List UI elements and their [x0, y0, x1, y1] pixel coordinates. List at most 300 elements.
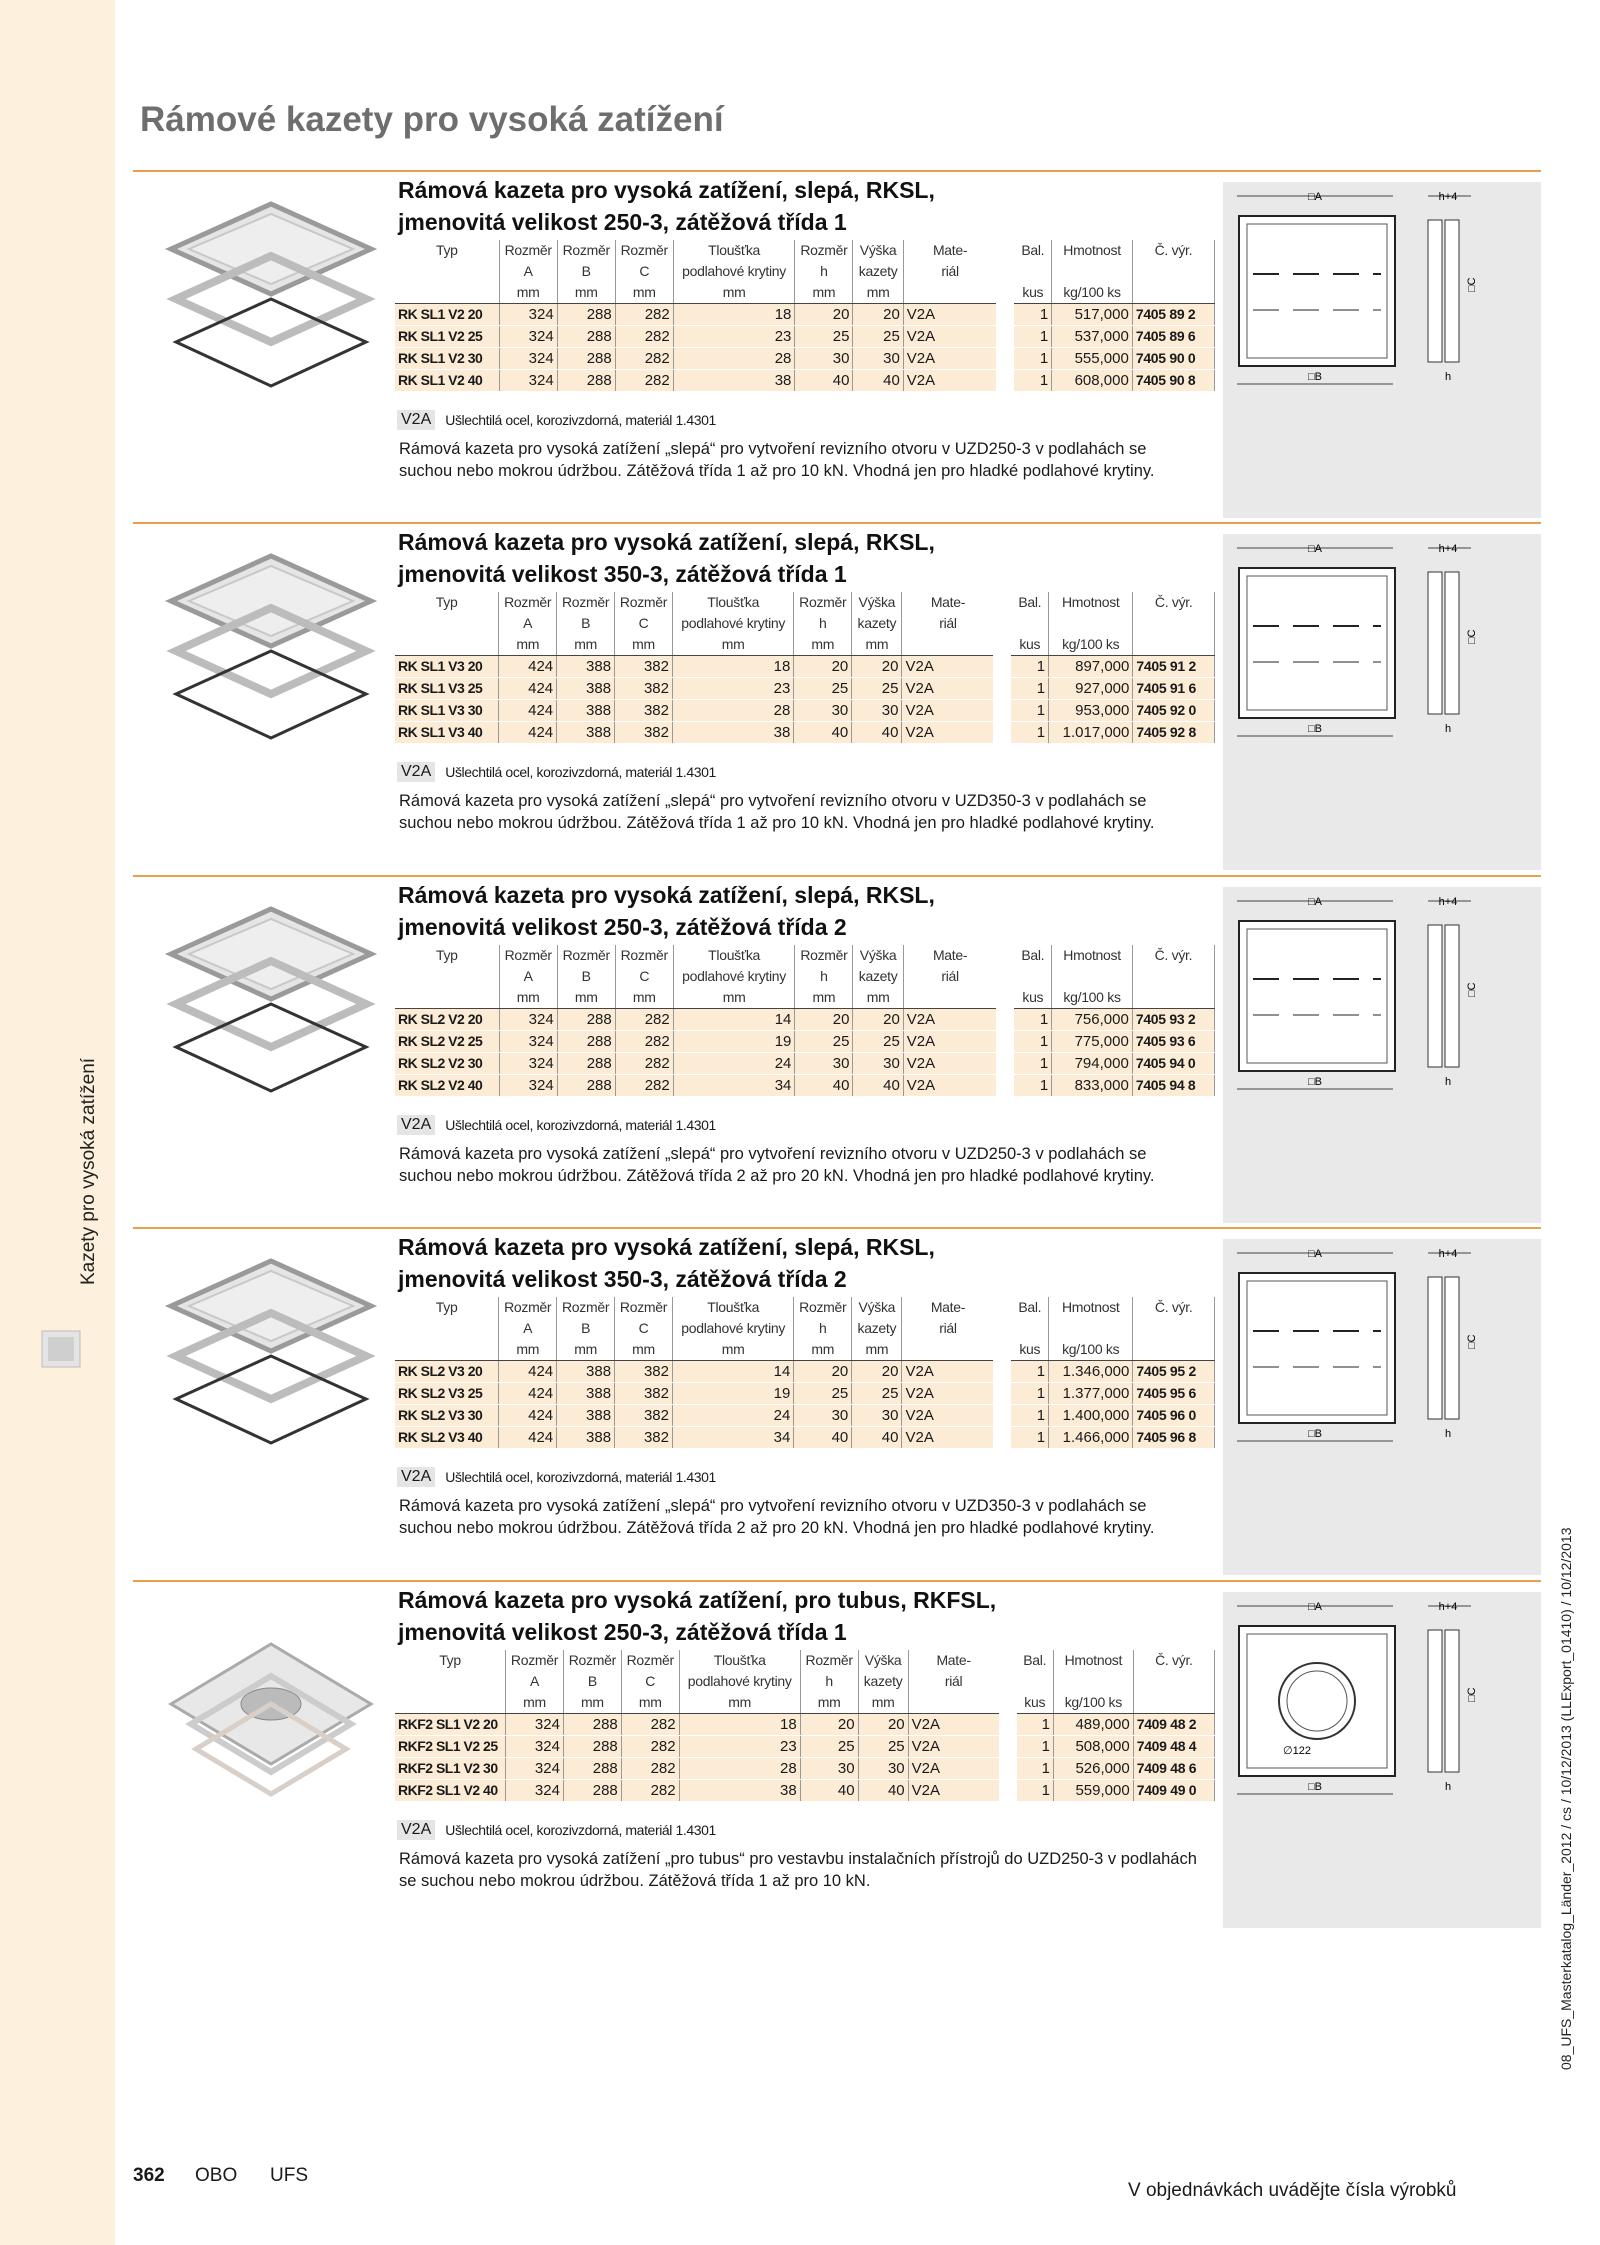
header-cell: mm — [557, 634, 615, 656]
table-cell: V2A — [908, 1736, 1007, 1758]
table-cell: 424 — [499, 1405, 557, 1427]
header-cell: Tloušťka — [679, 1650, 800, 1671]
header-cell — [395, 1318, 499, 1339]
material-line — [397, 762, 1215, 782]
header-cell: mm — [794, 1339, 852, 1361]
header-cell — [903, 987, 1005, 1009]
header-cell: riál — [903, 966, 1005, 987]
table-cell: 324 — [499, 1075, 557, 1097]
table-row — [395, 678, 1215, 700]
header-cell: Rozměr — [794, 592, 852, 613]
table-cell: 40 — [852, 1427, 902, 1449]
header-cell: podlahové krytiny — [673, 261, 795, 282]
header-cell — [1133, 1671, 1214, 1692]
table-cell: 34 — [673, 1075, 795, 1097]
table-cell: 25 — [794, 678, 852, 700]
table-cell: V2A — [903, 1009, 1005, 1031]
product-photo — [151, 1604, 391, 1814]
table-cell: RK SL2 V2 30 — [395, 1053, 499, 1075]
product-photo — [151, 194, 391, 404]
header-cell: Hmotnost — [1049, 592, 1133, 613]
header-cell: podlahové krytiny — [673, 613, 794, 634]
table-cell: 927,000 — [1049, 678, 1133, 700]
table-cell: 1 — [1008, 1780, 1054, 1802]
header-cell — [395, 261, 499, 282]
header-cell: Rozměr — [557, 592, 615, 613]
header-cell — [395, 1339, 499, 1361]
header-cell: Hmotnost — [1049, 1297, 1133, 1318]
table-cell: 23 — [673, 326, 795, 348]
header-cell: Bal. — [1005, 240, 1051, 261]
document-export-info: 08_UFS_Masterkatalog_Länder_2012 / cs / 10/12/2013 (LLExport_01410) / 10/12/2013 — [1558, 1527, 1574, 2070]
dimension-b-label: □B — [1308, 723, 1322, 735]
table-row — [395, 326, 1215, 348]
header-cell: kus — [1005, 282, 1051, 304]
table-cell: 288 — [557, 348, 615, 370]
table-cell: RK SL1 V2 30 — [395, 348, 499, 370]
dimension-b-label: □B — [1308, 1781, 1322, 1793]
header-cell — [1053, 1671, 1133, 1692]
table-row — [395, 304, 1215, 326]
table-cell: 424 — [499, 1427, 557, 1449]
header-cell: A — [506, 1671, 564, 1692]
table-cell: 1 — [1005, 326, 1051, 348]
table-cell: 282 — [615, 1053, 673, 1075]
table-cell: 24 — [673, 1405, 794, 1427]
section-content — [395, 879, 1215, 1187]
table-cell: 7409 48 2 — [1133, 1714, 1214, 1736]
table-cell: V2A — [902, 1383, 1003, 1405]
table-cell: V2A — [903, 348, 1005, 370]
header-cell — [1132, 282, 1214, 304]
section-subtitle: jmenovitá velikost 250-3, zátěžová třída 1 — [398, 209, 847, 235]
dimension-a-label: □A — [1308, 1248, 1322, 1260]
table-cell: RKF2 SL1 V2 30 — [395, 1758, 506, 1780]
table-cell: 1 — [1002, 656, 1048, 678]
header-cell: C — [615, 966, 673, 987]
header-cell — [1133, 613, 1215, 634]
section-content — [395, 526, 1215, 834]
table-header-row — [395, 240, 1215, 261]
table-cell: 7405 94 0 — [1132, 1053, 1214, 1075]
table-cell: RK SL1 V2 40 — [395, 370, 499, 392]
table-cell: 30 — [852, 700, 902, 722]
side-label: Kazety pro vysoká zatížení — [78, 1057, 99, 1285]
table-cell: 20 — [794, 1361, 852, 1383]
header-cell: Rozměr — [499, 1297, 557, 1318]
table-cell: V2A — [908, 1758, 1007, 1780]
header-cell: Rozměr — [795, 240, 853, 261]
table-cell: RKF2 SL1 V2 40 — [395, 1780, 506, 1802]
header-cell: kus — [1008, 1692, 1054, 1714]
table-cell: RK SL2 V2 40 — [395, 1075, 499, 1097]
technical-drawing — [1223, 1592, 1541, 1928]
header-cell: riál — [908, 1671, 1007, 1692]
table-cell: RK SL2 V3 25 — [395, 1383, 499, 1405]
dimension-h4-label: h+4 — [1438, 191, 1458, 203]
header-cell — [1133, 1692, 1214, 1714]
header-cell — [395, 987, 499, 1009]
header-cell: B — [557, 261, 615, 282]
table-cell: 555,000 — [1052, 348, 1133, 370]
header-cell: h — [795, 966, 853, 987]
table-cell: 288 — [557, 326, 615, 348]
product-photo — [151, 546, 391, 756]
table-cell: 1 — [1002, 700, 1048, 722]
table-cell: 20 — [858, 1714, 908, 1736]
table-cell: 608,000 — [1052, 370, 1133, 392]
header-cell: C — [615, 613, 673, 634]
product-section — [133, 522, 1541, 878]
section-content — [395, 1231, 1215, 1539]
header-cell: kazety — [858, 1671, 908, 1692]
header-cell — [1049, 613, 1133, 634]
header-cell: Rozměr — [499, 240, 557, 261]
table-cell: RKF2 SL1 V2 25 — [395, 1736, 506, 1758]
table-cell: 1 — [1002, 678, 1048, 700]
header-cell: Mate- — [908, 1650, 1007, 1671]
table-header-row — [395, 1339, 1215, 1361]
header-cell: mm — [673, 987, 795, 1009]
header-cell: Rozměr — [800, 1650, 858, 1671]
table-header-row — [395, 987, 1215, 1009]
table-cell: 282 — [615, 370, 673, 392]
dimension-b-label: □B — [1308, 1428, 1322, 1440]
table-row — [395, 1714, 1215, 1736]
header-cell: mm — [621, 1692, 679, 1714]
table-cell: 382 — [615, 1427, 673, 1449]
header-cell: Výška — [858, 1650, 908, 1671]
dimension-a-label: □A — [1308, 1601, 1322, 1613]
technical-drawing — [1223, 182, 1541, 518]
table-cell: 1 — [1008, 1714, 1054, 1736]
header-cell: Tloušťka — [673, 240, 795, 261]
table-cell: 282 — [615, 1075, 673, 1097]
header-cell: Rozměr — [615, 945, 673, 966]
dimension-h-label: h — [1445, 1076, 1452, 1088]
header-cell: Rozměr — [615, 240, 673, 261]
table-cell: 288 — [557, 1075, 615, 1097]
header-cell: B — [563, 1671, 621, 1692]
header-cell: mm — [852, 1339, 902, 1361]
header-cell — [1132, 966, 1214, 987]
section-title: Rámová kazeta pro vysoká zatížení, slepá, RKSL, — [398, 177, 935, 203]
spec-table — [395, 1297, 1215, 1449]
table-cell: 324 — [506, 1714, 564, 1736]
header-cell — [908, 1692, 1007, 1714]
dimension-c-label: □C — [1466, 277, 1478, 292]
table-cell: 20 — [795, 304, 853, 326]
table-cell: 288 — [557, 304, 615, 326]
header-cell: mm — [615, 634, 673, 656]
header-cell — [395, 966, 499, 987]
header-cell: riál — [902, 1318, 1003, 1339]
header-cell: mm — [852, 634, 902, 656]
table-cell: 1 — [1002, 1405, 1048, 1427]
table-cell: 324 — [506, 1780, 564, 1802]
table-cell: 30 — [858, 1758, 908, 1780]
table-row — [395, 370, 1215, 392]
header-cell: Tloušťka — [673, 592, 794, 613]
table-cell: 388 — [557, 1427, 615, 1449]
table-cell: 1 — [1002, 1361, 1048, 1383]
table-cell: 288 — [557, 370, 615, 392]
header-cell: C — [621, 1671, 679, 1692]
header-cell: mm — [506, 1692, 564, 1714]
header-cell: Rozměr — [563, 1650, 621, 1671]
section-title: Rámová kazeta pro vysoká zatížení, slepá, RKSL, — [398, 882, 935, 908]
table-cell: 526,000 — [1053, 1758, 1133, 1780]
table-cell: 40 — [795, 370, 853, 392]
header-cell — [1132, 261, 1214, 282]
table-cell: 7405 96 8 — [1133, 1427, 1215, 1449]
table-cell: 28 — [673, 348, 795, 370]
product-description: Rámová kazeta pro vysoká zatížení „slepá“ pro vytvoření revizního otvoru v UZD250-3 v podlahách se suchou nebo mokrou údržbou. Zátěžová třída 1 až pro 10 kN. Vhodná jen pro hladké podlahové krytiny. — [399, 440, 1155, 480]
header-cell: kg/100 ks — [1052, 282, 1133, 304]
table-cell: 1.017,000 — [1049, 722, 1133, 744]
table-cell: 282 — [615, 304, 673, 326]
table-cell: 1 — [1005, 1031, 1051, 1053]
material-description: Ušlechtilá ocel, korozivzdorná, materiál 1.4301 — [445, 412, 716, 428]
table-cell: 7405 92 0 — [1133, 700, 1215, 722]
table-cell: 288 — [557, 1031, 615, 1053]
table-cell: 24 — [673, 1053, 795, 1075]
header-cell: Typ — [395, 592, 499, 613]
header-cell — [1052, 261, 1133, 282]
table-cell: 19 — [673, 1383, 794, 1405]
spec-table — [395, 240, 1215, 392]
table-cell: 288 — [557, 1009, 615, 1031]
table-cell: 388 — [557, 1361, 615, 1383]
table-cell: 25 — [800, 1736, 858, 1758]
table-header-row — [395, 966, 1215, 987]
header-cell: B — [557, 613, 615, 634]
header-cell — [1008, 1671, 1054, 1692]
dimension-h4-label: h+4 — [1438, 1601, 1458, 1613]
section-subtitle: jmenovitá velikost 250-3, zátěžová třída 2 — [398, 914, 847, 940]
table-cell: 559,000 — [1053, 1780, 1133, 1802]
header-cell: Výška — [853, 945, 903, 966]
table-cell: 40 — [795, 1075, 853, 1097]
table-cell: 30 — [853, 348, 903, 370]
table-row — [395, 348, 1215, 370]
dimension-c-label: □C — [1466, 1334, 1478, 1349]
header-cell: kazety — [852, 613, 902, 634]
header-cell — [1002, 1318, 1048, 1339]
table-cell: V2A — [903, 304, 1005, 326]
header-cell: Č. výr. — [1133, 592, 1215, 613]
spec-table — [395, 1650, 1215, 1802]
table-row — [395, 1053, 1215, 1075]
material-line — [397, 1467, 1215, 1487]
product-description: Rámová kazeta pro vysoká zatížení „slepá“ pro vytvoření revizního otvoru v UZD350-3 v podlahách se suchou nebo mokrou údržbou. Zátěžová třída 1 až pro 10 kN. Vhodná jen pro hladké podlahové krytiny. — [399, 792, 1155, 832]
table-cell: 30 — [800, 1758, 858, 1780]
header-cell: mm — [794, 634, 852, 656]
table-cell: 775,000 — [1052, 1031, 1133, 1053]
table-cell: 517,000 — [1052, 304, 1133, 326]
table-cell: V2A — [908, 1780, 1007, 1802]
table-cell: 25 — [853, 1031, 903, 1053]
header-cell: Bal. — [1005, 945, 1051, 966]
table-cell: 7405 92 8 — [1133, 722, 1215, 744]
table-cell: 7405 93 2 — [1132, 1009, 1214, 1031]
table-cell: 7405 89 2 — [1132, 304, 1214, 326]
table-row — [395, 1075, 1215, 1097]
table-cell: 282 — [615, 326, 673, 348]
table-cell: 388 — [557, 700, 615, 722]
header-cell: Rozměr — [795, 945, 853, 966]
table-cell: 7409 49 0 — [1133, 1780, 1214, 1802]
catalog-section-icon — [38, 1325, 88, 1375]
table-cell: RK SL2 V3 20 — [395, 1361, 499, 1383]
dimension-h-label: h — [1445, 1781, 1452, 1793]
table-cell: 537,000 — [1052, 326, 1133, 348]
header-cell: Hmotnost — [1052, 240, 1133, 261]
header-cell: mm — [673, 1339, 794, 1361]
header-cell: Hmotnost — [1052, 945, 1133, 966]
header-cell: podlahové krytiny — [673, 1318, 794, 1339]
table-cell: 34 — [673, 1427, 794, 1449]
table-cell: 424 — [499, 1383, 557, 1405]
table-header-row — [395, 1650, 1215, 1671]
table-row — [395, 1736, 1215, 1758]
table-cell: 18 — [679, 1714, 800, 1736]
table-cell: V2A — [902, 1427, 1003, 1449]
header-cell: mm — [615, 987, 673, 1009]
header-cell: mm — [673, 634, 794, 656]
header-cell: Rozměr — [557, 240, 615, 261]
table-cell: 7405 93 6 — [1132, 1031, 1214, 1053]
header-cell — [1049, 1318, 1133, 1339]
material-code: V2A — [397, 1467, 435, 1487]
table-cell: RK SL1 V3 30 — [395, 700, 499, 722]
table-cell: 1 — [1005, 304, 1051, 326]
table-cell: 282 — [621, 1780, 679, 1802]
table-cell: 7405 94 8 — [1132, 1075, 1214, 1097]
header-cell — [903, 282, 1005, 304]
table-cell: 7405 91 2 — [1133, 656, 1215, 678]
table-cell: 1 — [1002, 722, 1048, 744]
table-cell: V2A — [902, 700, 1003, 722]
dimension-c-label: □C — [1466, 629, 1478, 644]
table-cell: 508,000 — [1053, 1736, 1133, 1758]
product-description: Rámová kazeta pro vysoká zatížení „pro tubus“ pro vestavbu instalačních přístrojů do UZD250-3 v podlahách se suchou nebo mokrou údržbou. Zátěžová třída 1 až pro 10 kN. — [399, 1850, 1197, 1890]
section-subtitle: jmenovitá velikost 350-3, zátěžová třída 1 — [398, 561, 847, 587]
table-cell: 7405 91 6 — [1133, 678, 1215, 700]
header-cell — [902, 634, 1003, 656]
dimension-c-label: □C — [1466, 1687, 1478, 1702]
table-cell: RK SL1 V3 25 — [395, 678, 499, 700]
table-cell: 30 — [794, 1405, 852, 1427]
header-cell: kg/100 ks — [1049, 1339, 1133, 1361]
table-cell: 324 — [499, 370, 557, 392]
header-cell: riál — [902, 613, 1003, 634]
header-cell: h — [795, 261, 853, 282]
header-cell — [902, 1339, 1003, 1361]
table-cell: 382 — [615, 722, 673, 744]
table-cell: 282 — [621, 1758, 679, 1780]
dimension-h-label: h — [1445, 723, 1452, 735]
table-cell: 40 — [794, 722, 852, 744]
table-cell: 1 — [1005, 348, 1051, 370]
header-cell: B — [557, 966, 615, 987]
table-cell: 288 — [563, 1736, 621, 1758]
table-cell: 30 — [852, 1405, 902, 1427]
table-cell: 38 — [673, 722, 794, 744]
header-cell: mm — [499, 987, 557, 1009]
table-cell: 40 — [858, 1780, 908, 1802]
table-row — [395, 1383, 1215, 1405]
table-cell: 1 — [1002, 1427, 1048, 1449]
header-cell — [1133, 634, 1215, 656]
table-cell: 424 — [499, 656, 557, 678]
table-cell: 424 — [499, 678, 557, 700]
dimension-a-label: □A — [1308, 543, 1322, 555]
header-cell: Hmotnost — [1053, 1650, 1133, 1671]
header-cell: Mate- — [902, 592, 1003, 613]
table-cell: 424 — [499, 1361, 557, 1383]
table-cell: 1 — [1005, 1053, 1051, 1075]
material-description: Ušlechtilá ocel, korozivzdorná, materiál 1.4301 — [445, 764, 716, 780]
header-cell: mm — [615, 1339, 673, 1361]
table-cell: 324 — [499, 1031, 557, 1053]
table-cell: 7405 89 6 — [1132, 326, 1214, 348]
table-cell: V2A — [903, 370, 1005, 392]
table-cell: 25 — [858, 1736, 908, 1758]
header-cell: mm — [673, 282, 795, 304]
table-cell: 20 — [794, 656, 852, 678]
table-cell: 388 — [557, 678, 615, 700]
header-cell: kazety — [852, 1318, 902, 1339]
header-cell: kus — [1002, 1339, 1048, 1361]
dimension-b-label: □B — [1308, 371, 1322, 383]
table-cell: 288 — [563, 1758, 621, 1780]
page-title: Rámové kazety pro vysoká zatížení — [140, 100, 724, 139]
table-cell: 382 — [615, 1405, 673, 1427]
table-cell: 324 — [499, 326, 557, 348]
table-cell: 324 — [499, 304, 557, 326]
table-cell: 288 — [563, 1780, 621, 1802]
table-cell: RK SL1 V2 20 — [395, 304, 499, 326]
header-cell: h — [800, 1671, 858, 1692]
dimension-h4-label: h+4 — [1438, 543, 1458, 555]
table-cell: 382 — [615, 700, 673, 722]
header-cell: podlahové krytiny — [679, 1671, 800, 1692]
table-header-row — [395, 613, 1215, 634]
header-cell: Rozměr — [499, 945, 557, 966]
header-cell: C — [615, 1318, 673, 1339]
table-header-row — [395, 634, 1215, 656]
table-row — [395, 1427, 1215, 1449]
header-cell: B — [557, 1318, 615, 1339]
table-cell: 25 — [853, 326, 903, 348]
header-cell: A — [499, 966, 557, 987]
header-cell: Typ — [395, 1297, 499, 1318]
table-cell: 20 — [795, 1009, 853, 1031]
table-cell: 489,000 — [1053, 1714, 1133, 1736]
table-cell: V2A — [902, 1405, 1003, 1427]
header-cell: Č. výr. — [1133, 1650, 1214, 1671]
table-cell: 7405 90 0 — [1132, 348, 1214, 370]
table-cell: 30 — [794, 700, 852, 722]
table-cell: 1.377,000 — [1049, 1383, 1133, 1405]
footer-note: V objednávkách uvádějte čísla výrobků — [1128, 2180, 1457, 2201]
table-header-row — [395, 1297, 1215, 1318]
header-cell: Rozměr — [615, 1297, 673, 1318]
header-cell: mm — [853, 282, 903, 304]
table-header-row — [395, 945, 1215, 966]
header-cell — [1133, 1318, 1215, 1339]
